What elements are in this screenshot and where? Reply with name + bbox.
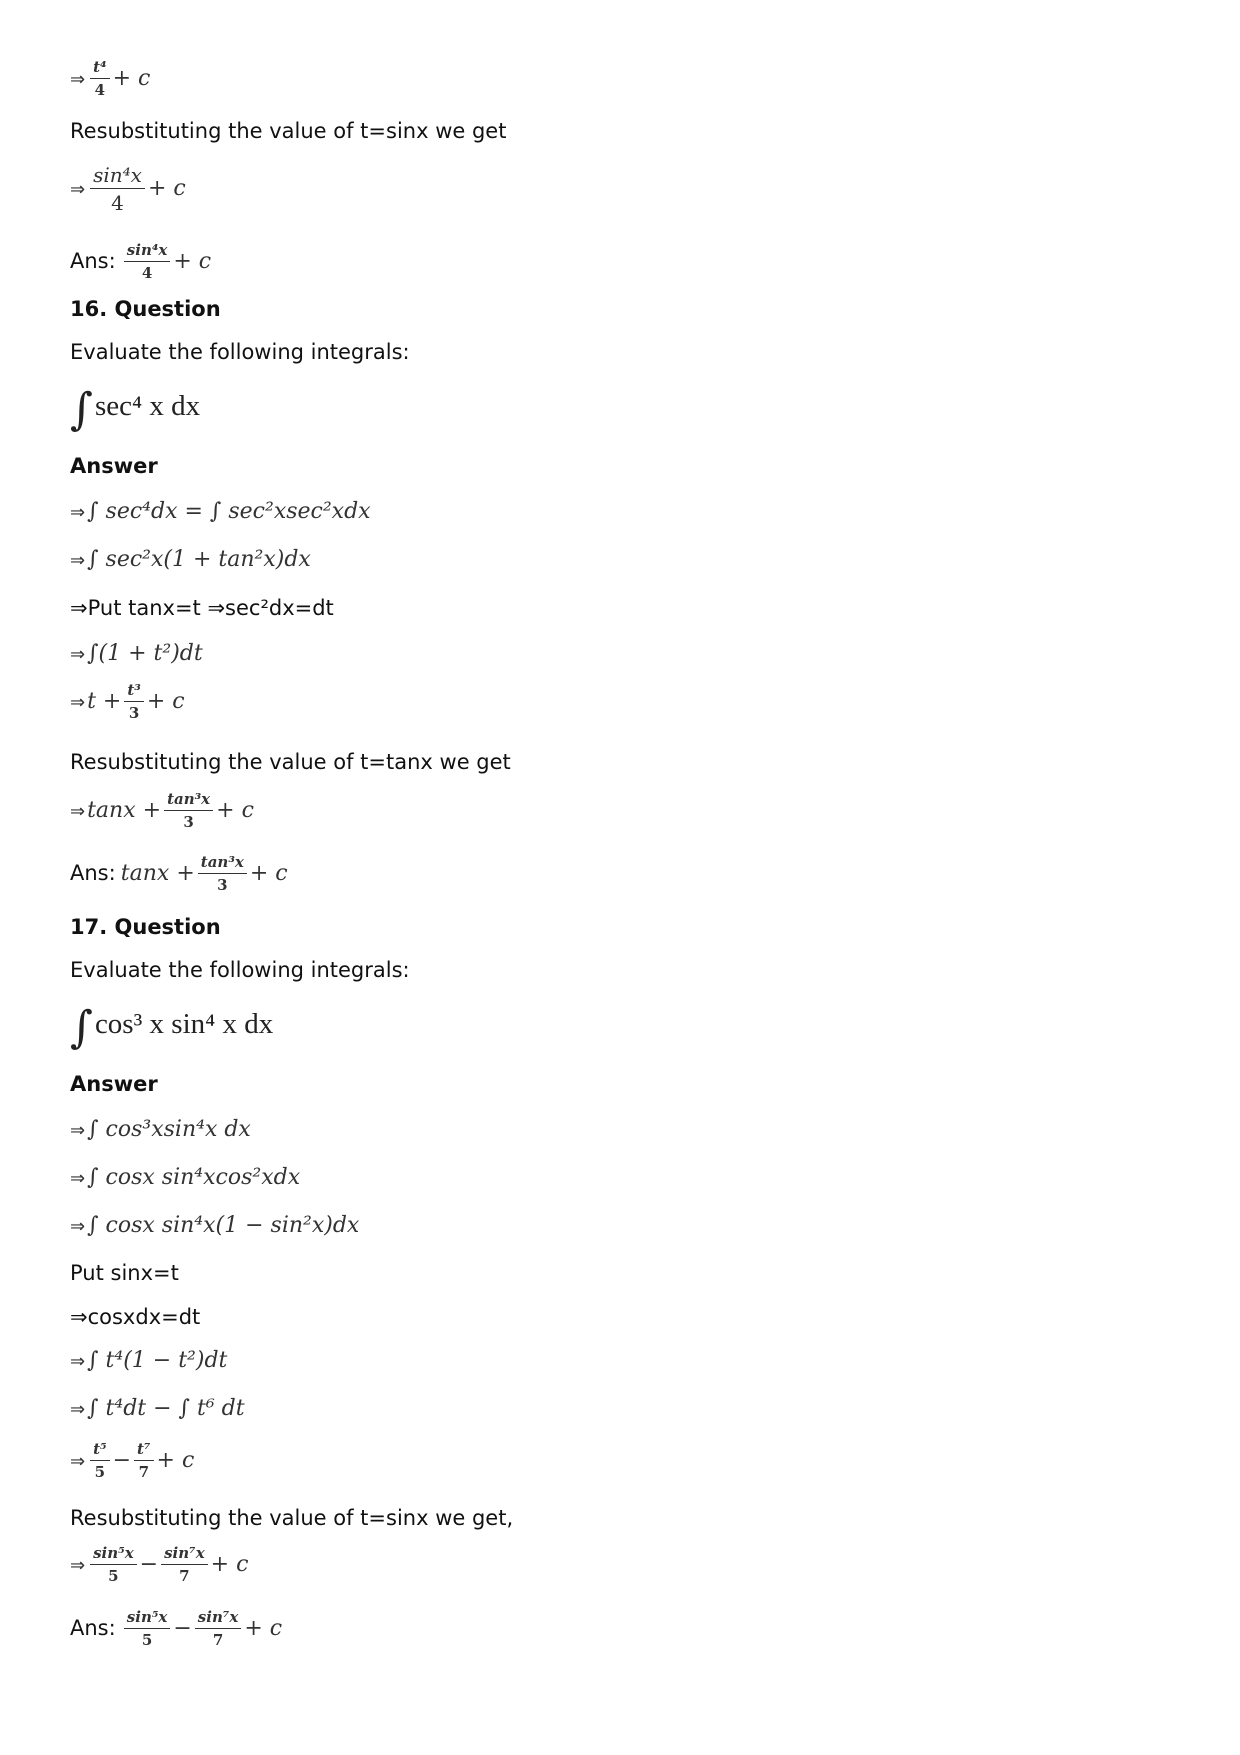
- integral-sign: ∫: [70, 384, 93, 435]
- fraction: $\frac{\text{sin⁴x}}{4}$: [124, 243, 171, 281]
- q17-step-4: ⇒∫ t⁴(1 − t²)dt: [70, 1348, 228, 1373]
- q16-resubstitution-text: Resubstituting the value of t=tanx we get: [70, 750, 511, 774]
- q17-step-7: ⇒ $\frac{\text{sin⁵x}}{5}$ − $\frac{\text{sin⁷x}}{7}$ + c: [70, 1544, 249, 1585]
- fraction: $\frac{\text{t³}}{3}$: [124, 683, 144, 721]
- implies-arrow: ⇒: [70, 69, 86, 90]
- fraction: $\frac{\text{sin⁴x}}{4}$: [90, 165, 145, 213]
- q16-step-4: ⇒∫(1 + t²)dt: [70, 641, 203, 666]
- question-17-prompt: Evaluate the following integrals:: [70, 958, 410, 982]
- q17-step-3: ⇒∫ cosx sin⁴x(1 − sin²x)dx: [70, 1213, 360, 1238]
- fraction: $\frac{\text{t⁷}}{7}$: [134, 1442, 154, 1480]
- answer-line-15: Ans: $\frac{\text{sin⁴x}}{4}$ + c: [70, 241, 212, 282]
- q17-step-5: ⇒∫ t⁴dt − ∫ t⁶ dt: [70, 1396, 245, 1421]
- fraction: $\frac{\text{sin⁵x}}{5}$: [90, 1546, 137, 1584]
- answer-heading-17: Answer: [70, 1072, 158, 1096]
- q16-step-6: ⇒tanx + $\frac{\text{tan³x}}{3}$ + c: [70, 790, 254, 831]
- fraction: $\frac{\text{t⁵}}{5}$: [90, 1442, 110, 1480]
- question-17-integral: ∫cos³ x sin⁴ x dx: [70, 1002, 274, 1053]
- fraction: $\frac{\text{tan³x}}{3}$: [164, 792, 213, 830]
- ans-label: Ans:: [70, 861, 116, 885]
- fraction: $\frac{\text{sin⁷x}}{7}$: [195, 1610, 242, 1648]
- result-line-t4: ⇒ $\frac{\text{t⁴}}{4}$ + c: [70, 58, 151, 99]
- result-line-sin4x: ⇒ $\frac{\text{sin⁴x}}{4}$ + c: [70, 163, 186, 215]
- ans-label: Ans:: [70, 1616, 116, 1640]
- q17-differential: ⇒cosxdx=dt: [70, 1305, 201, 1329]
- answer-line-16: Ans: tanx + $\frac{\text{tan³x}}{3}$ + c: [70, 853, 288, 894]
- q17-resubstitution-text: Resubstituting the value of t=sinx we get,: [70, 1506, 514, 1530]
- q17-step-1: ⇒∫ cos³xsin⁴x dx: [70, 1117, 251, 1142]
- q16-substitution: ⇒Put tanx=t ⇒sec²dx=dt: [70, 596, 334, 620]
- q16-step-5: ⇒t + $\frac{\text{t³}}{3}$ + c: [70, 681, 185, 722]
- q16-step-2: ⇒∫ sec²x(1 + tan²x)dx: [70, 547, 311, 572]
- resubstitution-text: Resubstituting the value of t=sinx we get: [70, 119, 507, 143]
- q16-step-1: ⇒∫ sec⁴dx = ∫ sec²xsec²xdx: [70, 499, 371, 524]
- answer-heading-16: Answer: [70, 454, 158, 478]
- question-16-heading: 16. Question: [70, 297, 221, 321]
- question-17-heading: 17. Question: [70, 915, 221, 939]
- fraction: $\frac{\text{t⁴}}{4}$: [90, 60, 110, 98]
- fraction: $\frac{\text{sin⁵x}}{5}$: [124, 1610, 171, 1648]
- question-16-prompt: Evaluate the following integrals:: [70, 340, 410, 364]
- fraction: $\frac{\text{sin⁷x}}{7}$: [161, 1546, 208, 1584]
- q17-put-text: Put sinx=t: [70, 1261, 179, 1285]
- fraction: $\frac{\text{tan³x}}{3}$: [198, 855, 247, 893]
- q17-step-6: ⇒ $\frac{\text{t⁵}}{5}$ − $\frac{\text{t⁷}}{7}$ + c: [70, 1440, 195, 1481]
- ans-label: Ans:: [70, 249, 116, 273]
- q17-step-2: ⇒∫ cosx sin⁴xcos²xdx: [70, 1165, 301, 1190]
- answer-line-17: Ans: $\frac{\text{sin⁵x}}{5}$ − $\frac{\text{sin⁷x}}{7}$ + c: [70, 1608, 283, 1649]
- question-16-integral: ∫sec⁴ x dx: [70, 384, 201, 435]
- integral-sign: ∫: [70, 1002, 93, 1053]
